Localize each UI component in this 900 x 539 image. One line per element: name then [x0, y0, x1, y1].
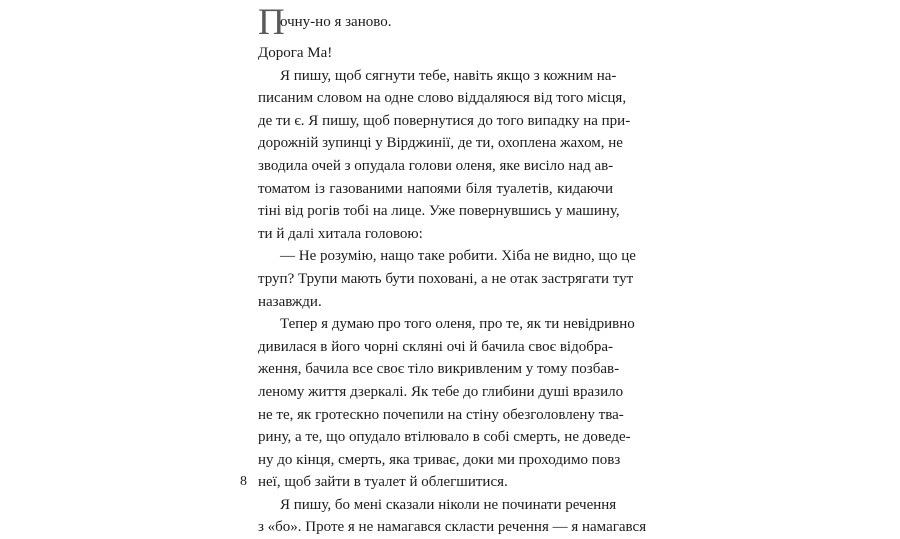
text-line: леному життя дзеркалі. Як тебе до глибини душі вразило [258, 383, 624, 400]
text-line: Я пишу, щоб сягнути тебе, навіть якщо з кожним на- [280, 67, 617, 84]
drop-cap: П [258, 2, 285, 43]
text-block [258, 0, 647, 539]
text-line: з «бо». Проте я не намагався скласти речення — я намагався [258, 519, 647, 536]
text-line: рину, а те, що опудало втілювало в собі смерть, не доведе- [258, 429, 631, 446]
text-line: ти й далі хитала головою: [258, 225, 423, 242]
text-line: — Не розумію, нащо таке робити. Хіба не видно, що це [280, 248, 636, 265]
text-line: назавжди. [258, 293, 322, 310]
text-line: Я пишу, бо мені сказали ніколи не починати речення [280, 496, 617, 513]
paragraph [258, 494, 647, 539]
text-line: не те, як гротескно почепили на стіну обезголовлену тва- [258, 406, 624, 423]
text-line: дивилася в його чорні скляні очі й бачила своє відобра- [258, 338, 613, 355]
paragraphs [258, 65, 647, 539]
text-line: писаним словом на одне слово віддаляюся від того місця, [258, 90, 627, 107]
text-line: томатом із газованими напоями біля туалетів, кидаючи [258, 180, 613, 197]
text-line: зводила очей з опудала голови оленя, яке висіло над ав- [258, 157, 614, 174]
text-line: Тепер я думаю про того оленя, про те, як ти невідривно [280, 316, 635, 333]
page-number: 8 [240, 474, 247, 489]
opening-line [258, 0, 613, 43]
text-line: труп? Трупи мають бути поховані, а не отак застрягати тут [258, 270, 634, 287]
text-line: ну до кінця, смерть, яка триває, доки ми проходимо повз [258, 451, 621, 468]
text-line: тіні від рогів тобі на лице. Уже повернувшись у машину, [258, 203, 620, 220]
paragraph [258, 65, 631, 246]
text-line: де ти є. Я пишу, щоб повернутися до того випадку на при- [258, 112, 631, 129]
text-line: дорожній зупинці у Вірджинії, де ти, охоплена жахом, не [258, 135, 623, 152]
text-line: ження, бачила все своє тіло викривленим у тому позбав- [258, 361, 620, 378]
paragraph [258, 313, 635, 494]
text-line: неї, щоб зайти в туалет й облегшитися. [258, 474, 508, 491]
salutation: Дорога Ма! [258, 45, 333, 61]
opening-text: очну-но я заново. [280, 14, 392, 30]
paragraph [258, 245, 636, 313]
